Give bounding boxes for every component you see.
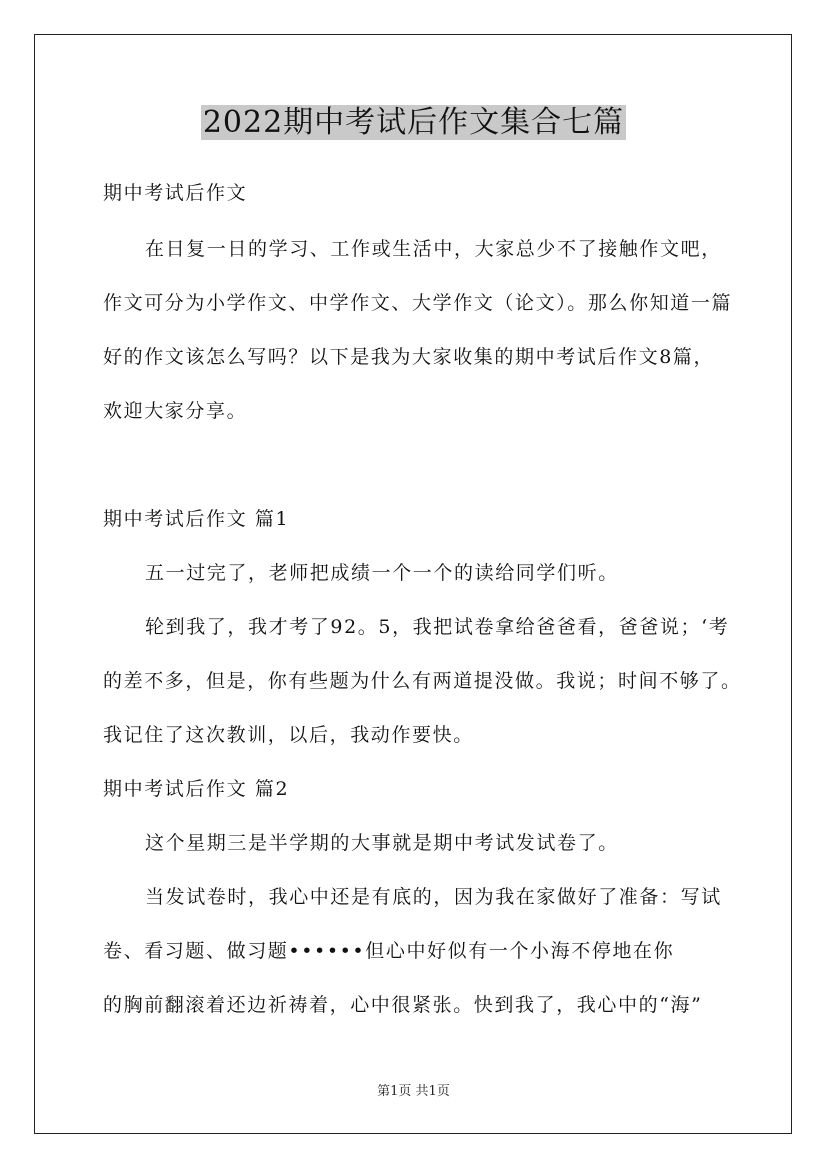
paragraph-line: 的差不多，但是，你有些题为什么有两道提没做。我说；时间不够了。 (103, 670, 742, 692)
document-title (0, 103, 827, 143)
essay-2-heading: 期中考试后作文 篇2 (103, 778, 290, 800)
page-number: 第1页 共1页 (377, 1084, 450, 1099)
paragraph-line: 轮到我了，我才考了92。5，我把试卷拿给爸爸看，爸爸说；‘考 (145, 616, 730, 638)
paragraph-line: 在日复一日的学习、工作或生活中，大家总少不了接触作文吧， (145, 238, 722, 260)
paragraph-line: 当发试卷时，我心中还是有底的，因为我在家做好了准备：写试 (145, 886, 722, 908)
intro-heading: 期中考试后作文 (103, 182, 248, 204)
paragraph-line: 作文可分为小学作文、中学作文、大学作文（论文）。那么你知道一篇 (103, 292, 733, 314)
essay-1-heading: 期中考试后作文 篇1 (103, 508, 290, 530)
paragraph-line: 我记住了这次教训，以后，我动作要快。 (103, 724, 474, 746)
paragraph-line: 好的作文该怎么写吗？以下是我为大家收集的期中考试后作文8篇， (103, 346, 715, 368)
paragraph-line: 这个星期三是半学期的大事就是期中考试发试卷了。 (145, 832, 619, 854)
paragraph-line: 卷、看习题、做习题••••••但心中好似有一个小海不停地在你 (103, 940, 675, 962)
document-title-text: 2022期中考试后作文集合七篇 (202, 105, 625, 140)
paragraph-line: 的胸前翻滚着还边祈祷着，心中很紧张。快到我了，我心中的“海” (103, 994, 703, 1016)
paragraph-line: 五一过完了，老师把成绩一个一个的读给同学们听。 (145, 562, 619, 584)
paragraph-line: 欢迎大家分享。 (103, 400, 248, 422)
